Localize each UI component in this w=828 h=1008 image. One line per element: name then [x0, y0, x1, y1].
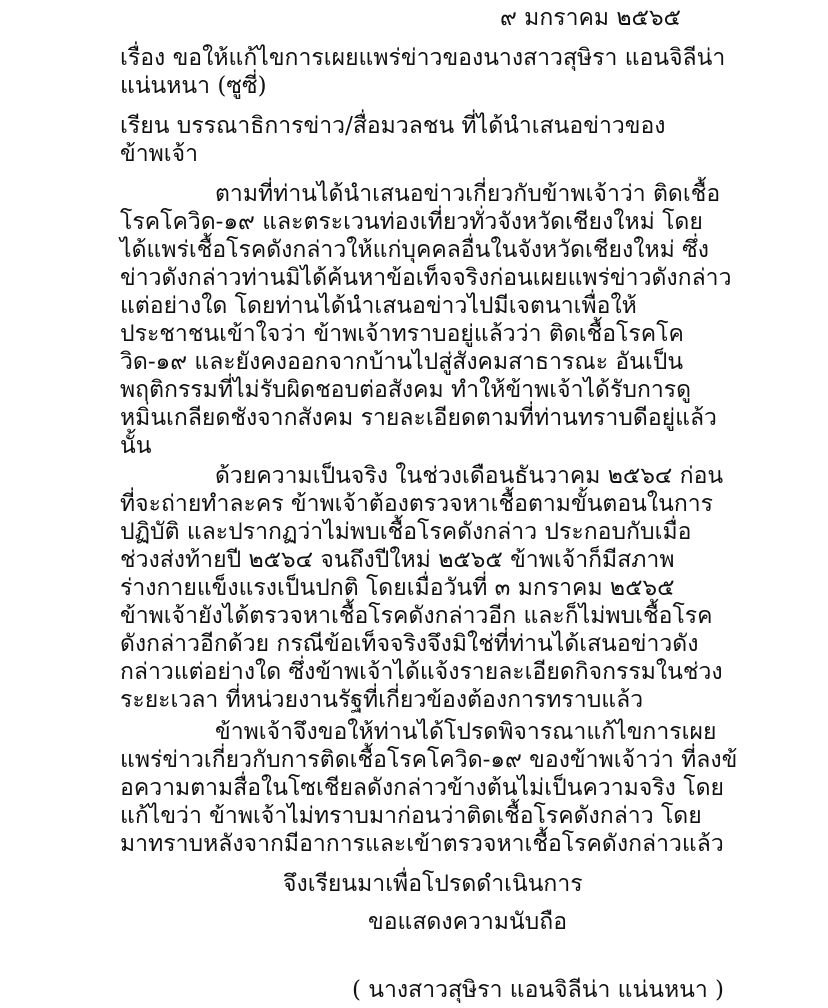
paragraph2-line-7: ดังกล่าวอีกด้วย กรณีข้อเท็จจริงจึงมิใช่ที่ท่านได้เสนอข่าวดัง	[120, 631, 699, 657]
paragraph2-line-9: ระยะเวลา ที่หน่วยงานรัฐที่เกี่ยวข้องต้องการทราบแล้ว	[120, 687, 644, 713]
paragraph1-line-7: วิด-๑๙ และยังคงออกจากบ้านไปสู่สังคมสาธารณะ อันเป็น	[120, 349, 684, 375]
addressee-line-1: เรียน บรรณาธิการข่าว/สื่อมวลชน ที่ได้นำเสนอข่าวของ	[120, 113, 666, 139]
paragraph2-line-6: ข้าพเจ้ายังได้ตรวจหาเชื้อโรคดังกล่าวอีก และก็ไม่พบเชื้อโรค	[120, 603, 713, 629]
paragraph2-line-8: กล่าวแต่อย่างใด ซึ่งข้าพเจ้าได้แจ้งรายละเอียดกิจกรรมในช่วง	[120, 659, 723, 685]
paragraph3-line-3: อความตามสื่อในโซเชียลดังกล่าวข้างต้นไม่เป็นความจริง โดย	[120, 775, 724, 801]
paragraph1-line-3: ได้แพร่เชื้อโรคดังกล่าวให้แก่บุคคลอื่นในจังหวัดเชียงใหม่ ซึ่ง	[120, 237, 709, 263]
paragraph2-line-1: ด้วยความเป็นจริง ในช่วงเดือนธันวาคม ๒๕๖๔ ก่อน	[215, 463, 724, 489]
paragraph3-line-1: ข้าพเจ้าจึงขอให้ท่านได้โปรดพิจารณาแก้ไขการเผย	[215, 719, 717, 745]
paragraph1-line-9: หมิ่นเกลียดชังจากสังคม รายละเอียดตามที่ท่านทราบดีอยู่แล้ว	[120, 405, 717, 431]
paragraph1-line-8: พฤติกรรมที่ไม่รับผิดชอบต่อสังคม ทำให้ข้าพเจ้าได้รับการดู	[120, 377, 692, 403]
paragraph1-line-2: โรคโควิด-๑๙ และตระเวนท่องเที่ยวทั่วจังหวัดเชียงใหม่ โดย	[120, 209, 703, 235]
paragraph3-line-2: แพร่ข่าวเกี่ยวกับการติดเชื้อโรคโควิด-๑๙ ของข้าพเจ้าว่า ที่ลงข้	[120, 747, 738, 773]
paragraph1-line-10: นั้น	[120, 433, 152, 459]
paragraph2-line-2: ที่จะถ่ายทำละคร ข้าพเจ้าต้องตรวจหาเชื้อตามขั้นตอนในการ	[120, 491, 714, 517]
paragraph1-line-1: ตามที่ท่านได้นำเสนอข่าวเกี่ยวกับข้าพเจ้าว่า ติดเชื้อ	[215, 181, 721, 207]
subject-line-2: แน่นหนา (ซูซี่)	[120, 73, 267, 99]
paragraph2-line-5: ร่างกายแข็งแรงเป็นปกติ โดยเมื่อวันที่ ๓ มกราคม ๒๕๖๕	[120, 575, 675, 601]
addressee-line-2: ข้าพเจ้า	[120, 141, 199, 167]
paragraph2-line-4: ช่วงส่งท้ายปี ๒๕๖๔ จนถึงปีใหม่ ๒๕๖๕ ข้าพเจ้าก็มีสภาพ	[120, 547, 675, 573]
subject-line-1: เรื่อง ขอให้แก้ไขการเผยแพร่ข่าวของนางสาวสุษิรา แอนจิลีน่า	[120, 45, 726, 71]
paragraph2-line-3: ปฏิบัติ และปรากฏว่าไม่พบเชื้อโรคดังกล่าว ประกอบกับเมื่อ	[120, 519, 692, 545]
paragraph3-line-5: มาทราบหลังจากมีอาการและเข้าตรวจหาเชื้อโรคดังกล่าวแล้ว	[120, 831, 724, 857]
paragraph1-line-6: ประชาชนเข้าใจว่า ข้าพเจ้าทราบอยู่แล้วว่า ติดเชื้อโรคโค	[120, 321, 684, 347]
paragraph1-line-5: แต่อย่างใด โดยท่านได้นำเสนอข่าวไปมีเจตนาเพื่อให้	[120, 293, 637, 319]
signature-name: ( นางสาวสุษิรา แอนจิลีน่า แน่นหนา )	[352, 977, 725, 1003]
closing-line: จึงเรียนมาเพื่อโปรดดำเนินการ	[283, 871, 583, 897]
paragraph3-line-4: แก้ไขว่า ข้าพเจ้าไม่ทราบมาก่อนว่าติดเชื้อโรคดังกล่าว โดย	[120, 803, 702, 829]
paragraph1-line-4: ข่าวดังกล่าวท่านมิได้ค้นหาข้อเท็จจริงก่อนเผยแพร่ข่าวดังกล่าว	[120, 265, 732, 291]
letter-date: ๙ มกราคม ๒๕๖๕	[500, 5, 681, 31]
regards-line: ขอแสดงความนับถือ	[368, 909, 568, 935]
